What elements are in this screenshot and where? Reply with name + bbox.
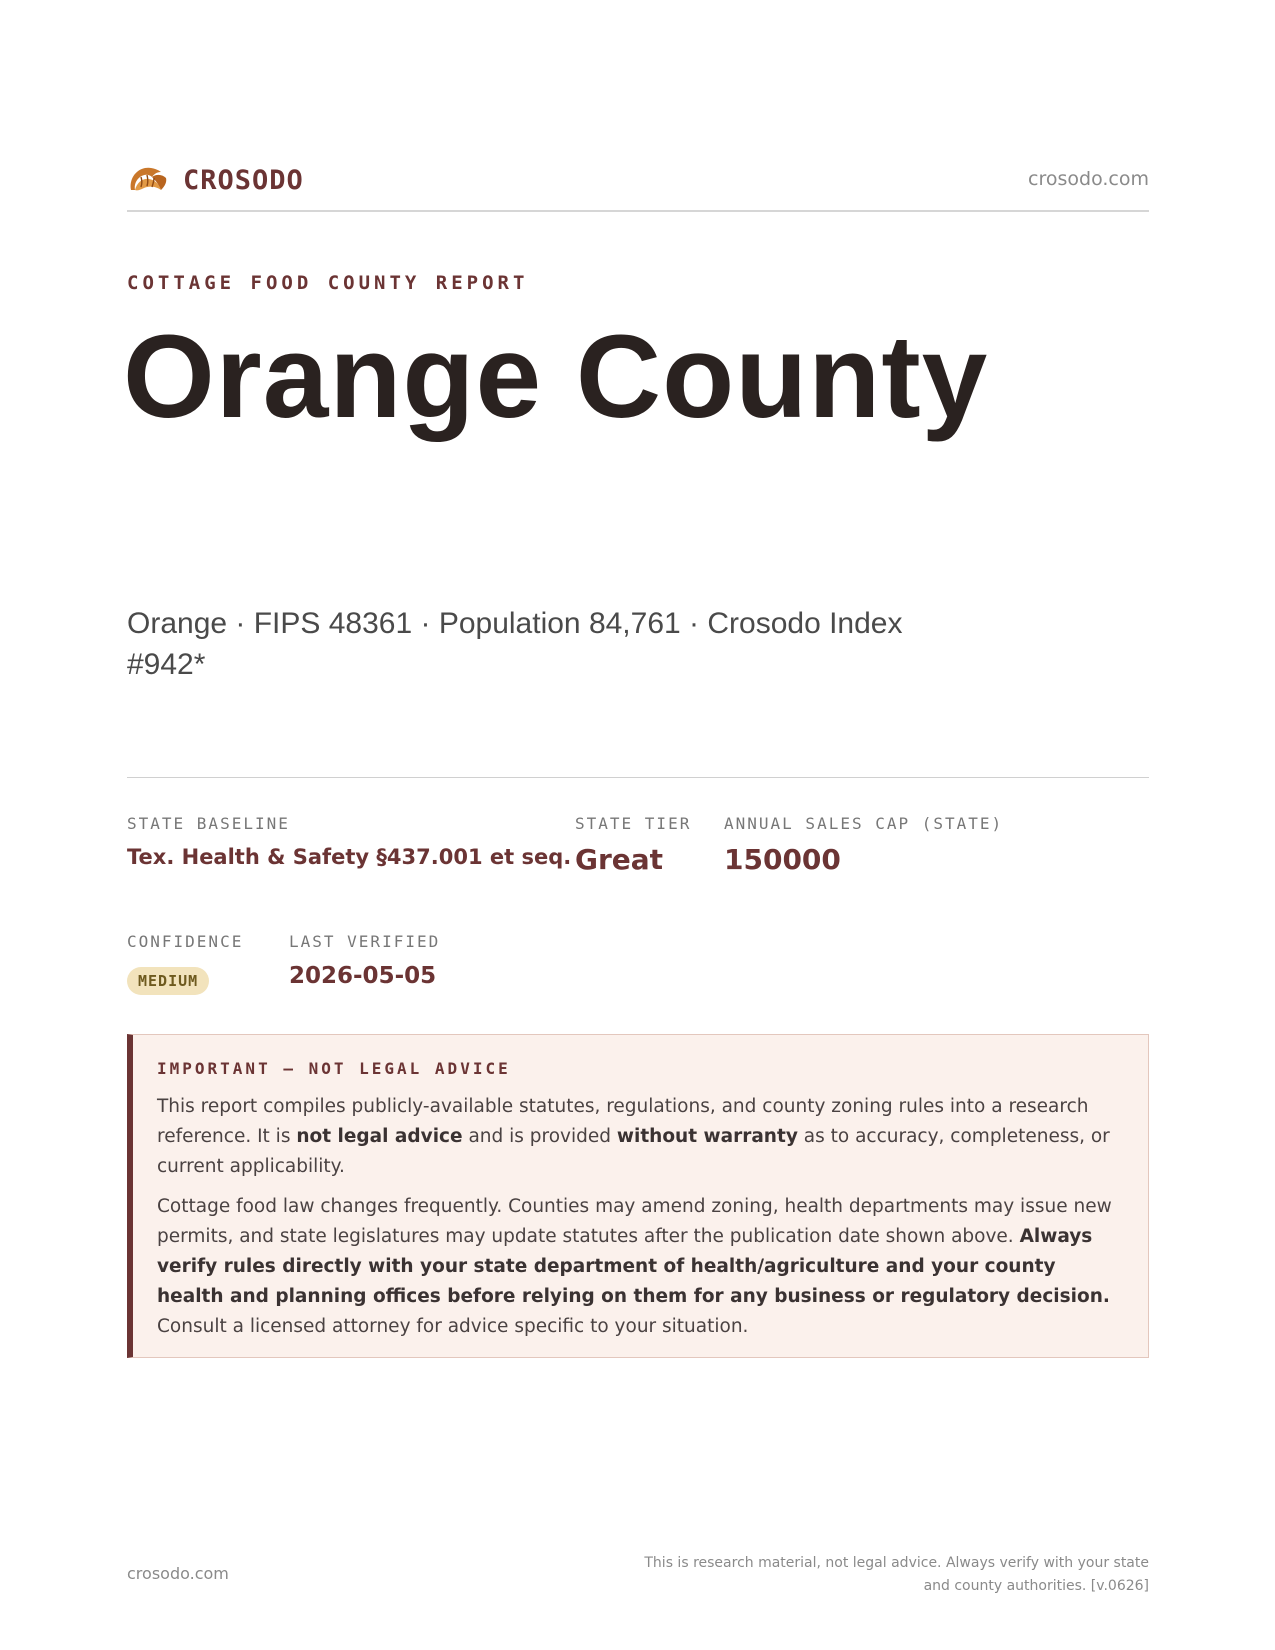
confidence-field [127,932,243,995]
last-verified-label: LAST VERIFIED [289,932,441,951]
footer-disclaimer: This is research material, not legal advice. Always verify with your state and county authorities. [v.0626] [644,1555,1149,1594]
state-baseline-label: STATE BASELINE [127,814,290,833]
legal-notice [127,1034,1149,1358]
last-verified-value: 2026-05-05 [289,963,437,989]
notice-paragraph-2: Cottage food law changes frequently. Counties may amend zoning, health departments may issue new permits, and state legislatures may update statutes after the publication date shown above. Always verify rules directly with your state department of health/agriculture and your county health and planning offices before relying on them for any business or regulatory decision. Consult a licensed attorney for advice specific to your situation. [157,1196,1112,1337]
brand-name: CROSODO [183,164,304,196]
notice-heading: IMPORTANT — NOT LEGAL ADVICE [157,1059,511,1078]
state-tier-label: STATE TIER [575,814,692,833]
notice-paragraph-1: This report compiles publicly-available statutes, regulations, and county zoning rules into a research reference. It is not legal advice and is provided without warranty as to accuracy, completeness, or current applicability. [157,1096,1110,1177]
confidence-badge: MEDIUM [127,967,209,995]
page-header [127,160,1149,210]
report-page [123,0,1149,1650]
footer-site-url[interactable]: crosodo.com [127,1564,229,1583]
report-eyebrow: COTTAGE FOOD COUNTY REPORT [127,272,529,294]
state-tier-field [575,814,691,876]
section-divider [127,777,1149,778]
state-tier-value: Great [575,843,664,876]
sales-cap-label: ANNUAL SALES CAP (STATE) [724,814,1004,833]
last-verified-field [289,932,440,989]
croissant-icon [127,160,169,200]
sales-cap-field [724,814,1003,876]
header-divider [127,210,1149,212]
sales-cap-value: 150000 [724,843,841,876]
confidence-label: CONFIDENCE [127,932,244,951]
state-baseline-field [127,814,571,869]
page-title: Orange County [123,311,989,443]
state-baseline-value: Tex. Health & Safety §437.001 et seq. [127,845,572,869]
brand[interactable] [127,160,304,200]
site-url-link[interactable]: crosodo.com [1028,168,1149,190]
report-subtitle: Orange · FIPS 48361 · Population 84,761 · Crosodo Index #942* [127,607,903,681]
